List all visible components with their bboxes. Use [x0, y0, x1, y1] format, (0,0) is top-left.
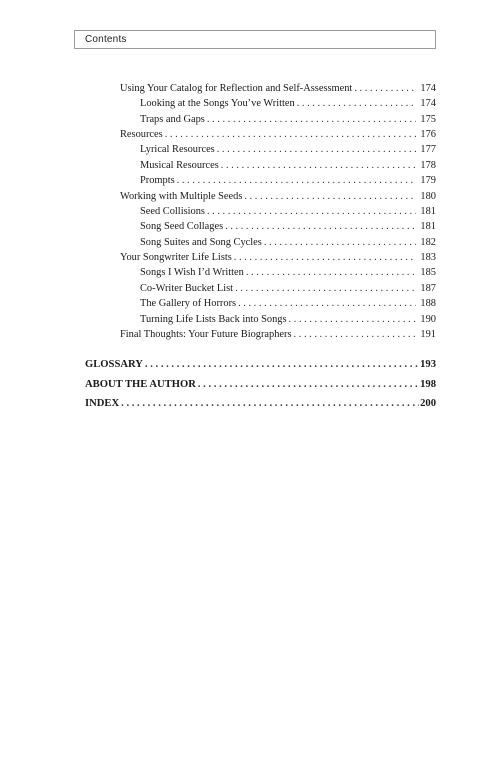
- toc-entry[interactable]: [120, 128, 436, 142]
- toc-entry[interactable]: [140, 97, 436, 111]
- toc-entry-title: Turning Life Lists Back into Songs: [140, 314, 287, 325]
- toc-entry-title: Using Your Catalog for Reflection and Self-Assessment: [120, 83, 353, 94]
- dot-leader: [225, 220, 416, 234]
- toc-entry-page: 200: [420, 398, 436, 409]
- toc-entry[interactable]: [140, 266, 436, 280]
- toc-entry-title: Looking at the Songs You’ve Written: [140, 98, 295, 109]
- toc-entry[interactable]: [140, 220, 436, 234]
- toc-entry[interactable]: [140, 113, 436, 127]
- dot-leader: [207, 113, 417, 127]
- dot-leader: [165, 128, 417, 142]
- dot-leader: [177, 174, 417, 188]
- toc-entry-page: 187: [420, 283, 436, 294]
- toc-entry-page: 179: [420, 175, 436, 186]
- toc-entry-page: 182: [420, 237, 436, 248]
- toc-entry-title: Song Suites and Song Cycles: [140, 237, 262, 248]
- dot-leader: [246, 266, 417, 280]
- toc-entry-title: ABOUT THE AUTHOR: [85, 379, 196, 390]
- toc-entry[interactable]: [140, 159, 436, 173]
- toc-entry-page: 193: [420, 359, 436, 370]
- toc-entry-page: 181: [420, 206, 436, 217]
- dot-leader: [221, 159, 417, 173]
- dot-leader: [289, 313, 417, 327]
- toc-entry-title: Your Songwriter Life Lists: [120, 252, 232, 263]
- toc-entry-page: 190: [420, 314, 436, 325]
- toc-entry-page: 174: [420, 98, 436, 109]
- toc-entry-title: Songs I Wish I’d Written: [140, 267, 244, 278]
- dot-leader: [217, 143, 417, 157]
- toc-entry-title: Resources: [120, 129, 163, 140]
- toc-entry-index[interactable]: [85, 397, 436, 411]
- toc-entry-title: Final Thoughts: Your Future Biographers: [120, 329, 292, 340]
- dot-leader: [121, 397, 419, 411]
- dot-leader: [207, 205, 416, 219]
- toc-entry[interactable]: [120, 328, 436, 342]
- toc-entry-page: 178: [420, 160, 436, 171]
- toc-entry-title: INDEX: [85, 398, 120, 409]
- toc-entry-title: Song Seed Collages: [140, 221, 224, 232]
- toc-entry[interactable]: [120, 190, 436, 204]
- dot-leader: [354, 82, 416, 96]
- toc-entry-title: Traps and Gaps: [140, 114, 205, 125]
- toc-entry[interactable]: [140, 143, 436, 157]
- toc-entry-about-the-author[interactable]: [85, 378, 436, 392]
- toc-entry-title: The Gallery of Horrors: [140, 298, 237, 309]
- toc-entry-title: Lyrical Resources: [140, 144, 215, 155]
- toc-entry-page: 191: [420, 329, 436, 340]
- toc-entry-page: 176: [420, 129, 436, 140]
- toc-entry[interactable]: [140, 313, 436, 327]
- toc-entry-title: Musical Resources: [140, 160, 219, 171]
- toc-entry[interactable]: [120, 251, 436, 265]
- toc-entry[interactable]: [140, 174, 436, 188]
- dot-leader: [145, 358, 419, 372]
- toc-entry-title: GLOSSARY: [85, 359, 143, 370]
- dot-leader: [264, 236, 417, 250]
- dot-leader: [235, 282, 416, 296]
- toc-entry-title: Prompts: [140, 175, 175, 186]
- toc-entry-title: Co-Writer Bucket List: [140, 283, 234, 294]
- toc-entry-glossary[interactable]: [85, 358, 436, 372]
- running-header: [74, 30, 436, 49]
- dot-leader: [238, 297, 416, 311]
- toc-entry-page: 188: [420, 298, 436, 309]
- dot-leader: [198, 378, 419, 392]
- toc-entry[interactable]: [120, 82, 436, 96]
- toc-entry-page: 177: [420, 144, 436, 155]
- toc-entry-page: 180: [420, 191, 436, 202]
- toc-entry-title: Seed Collisions: [140, 206, 205, 217]
- dot-leader: [297, 97, 417, 111]
- dot-leader: [294, 328, 417, 342]
- dot-leader: [244, 190, 416, 204]
- toc-entry[interactable]: [140, 205, 436, 219]
- toc-entry[interactable]: [140, 282, 436, 296]
- dot-leader: [234, 251, 417, 265]
- toc-entry[interactable]: [140, 236, 436, 250]
- toc-entry[interactable]: [140, 297, 436, 311]
- toc-entry-page: 198: [420, 379, 436, 390]
- running-header-label: Contents: [85, 34, 127, 45]
- toc-entry-page: 174: [420, 83, 436, 94]
- toc-entry-page: 183: [420, 252, 436, 263]
- toc-entry-page: 175: [420, 114, 436, 125]
- toc-entry-title: Working with Multiple Seeds: [120, 191, 243, 202]
- toc-entry-page: 185: [420, 267, 436, 278]
- toc-entry-page: 181: [420, 221, 436, 232]
